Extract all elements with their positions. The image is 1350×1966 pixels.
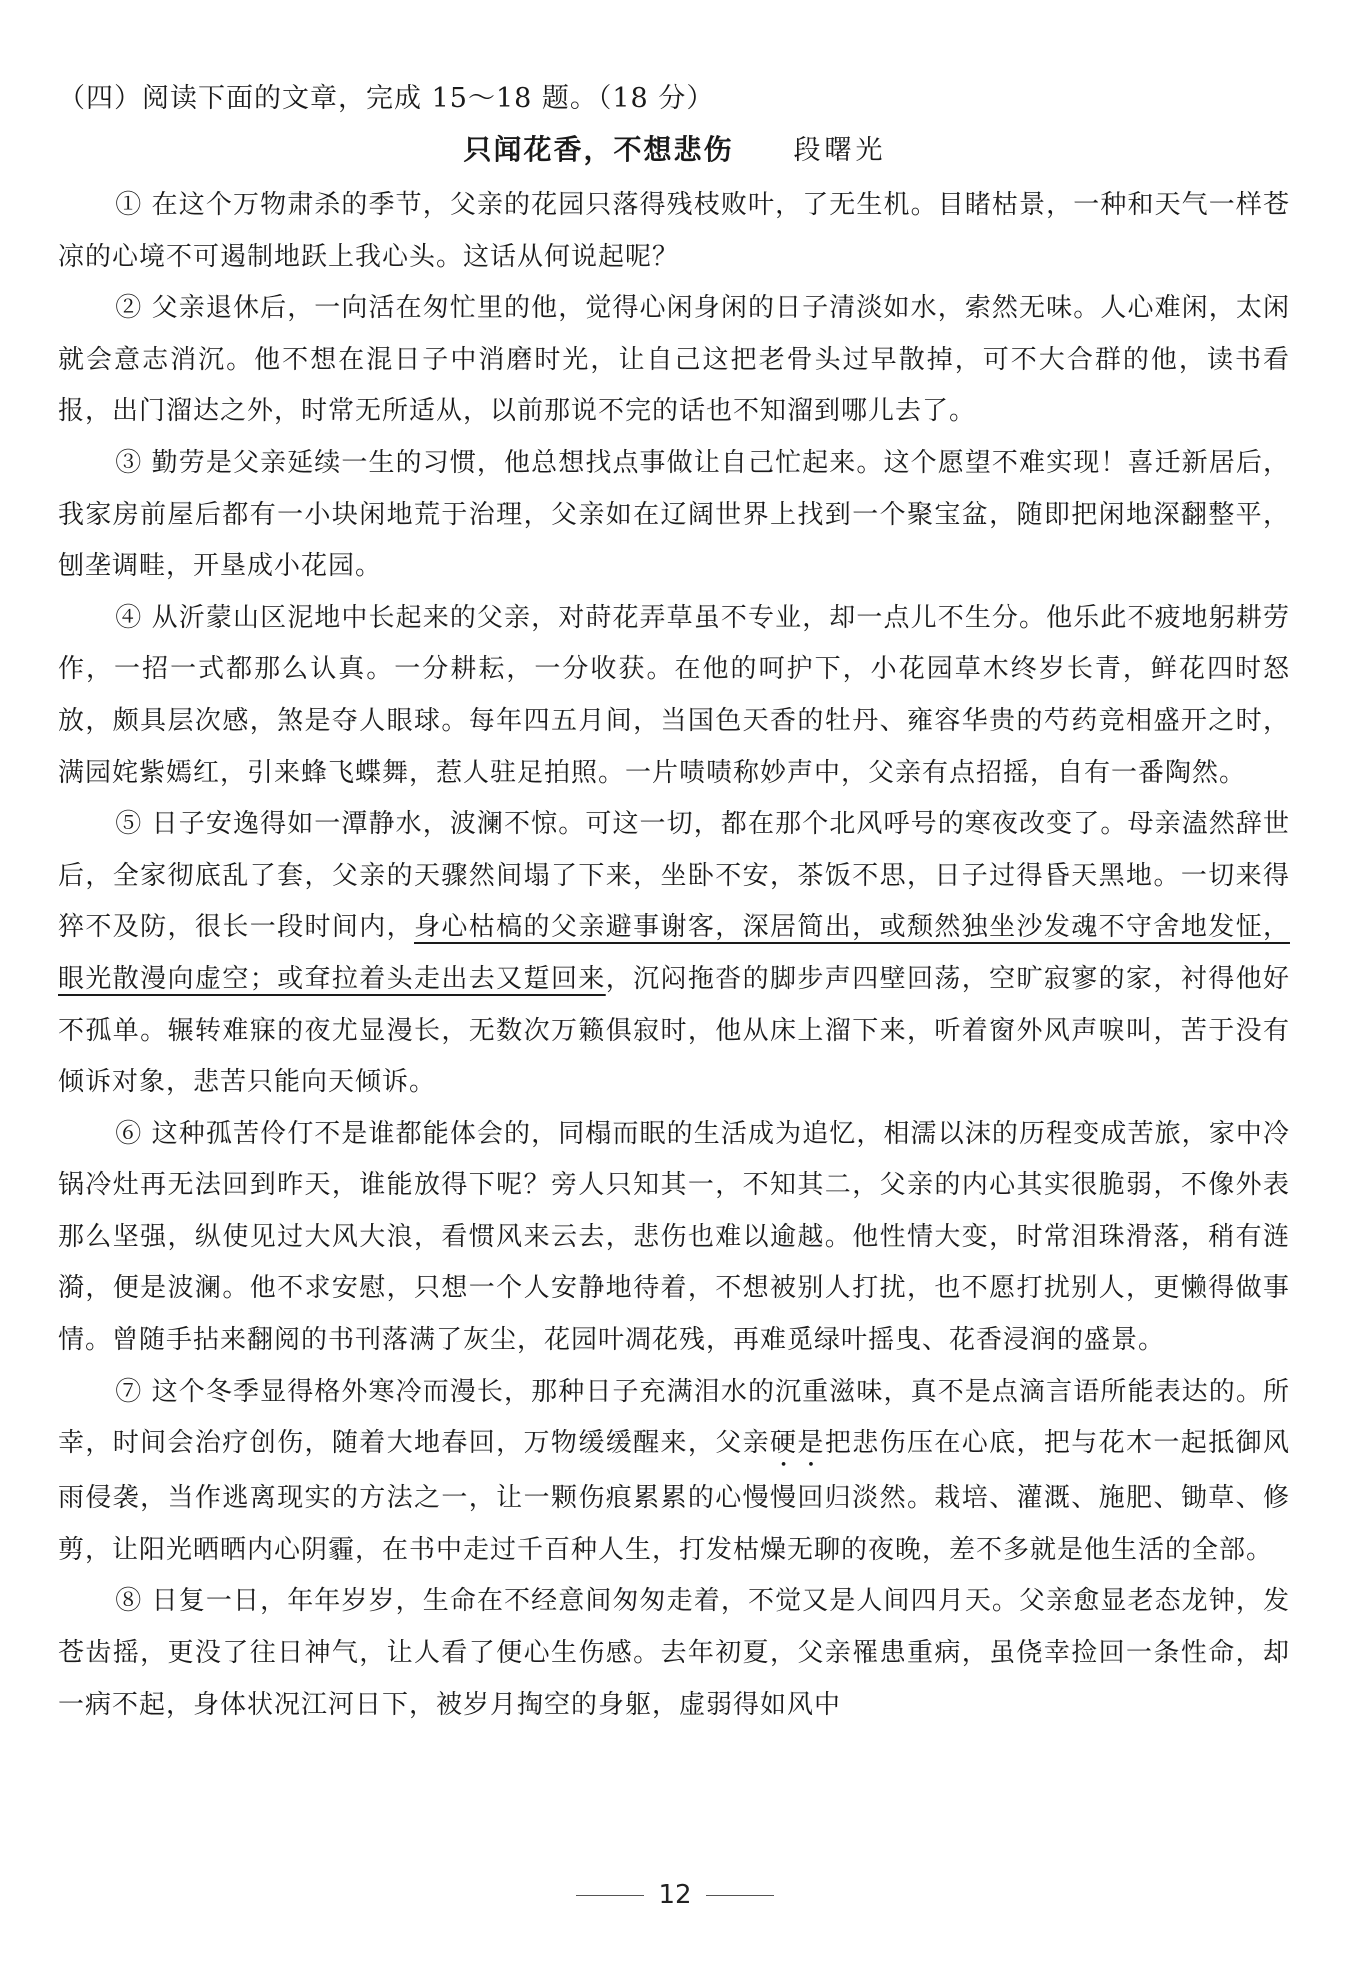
underlined-sentence: 身心枯槁的父亲避事谢客，深居简出，或颓然独坐沙发魂不守舍地发怔，眼光散漫向虚空；或耷拉着头走出去又踅回来 (58, 912, 1290, 994)
page-number: 12 (658, 1880, 692, 1910)
article-body (58, 180, 1290, 1731)
paragraph-4: ④ 从沂蒙山区泥地中长起来的父亲，对莳花弄草虽不专业，却一点儿不生分。他乐此不疲地躬耕劳作，一招一式都那么认真。一分耕耘，一分收获。在他的呵护下，小花园草木终岁长青，鲜花四时怒放，颇具层次感，煞是夺人眼球。每年四五月间，当国色天香的牡丹、雍容华贵的芍药竞相盛开之时，满园姹紫嫣红，引来蜂飞蝶舞，惹人驻足拍照。一片啧啧称妙声中，父亲有点招摇，自有一番陶然。 (58, 602, 1290, 788)
paragraph-1: ① 在这个万物肃杀的季节，父亲的花园只落得残枝败叶，了无生机。目睹枯景，一种和天气一样苍凉的心境不可遏制地跃上我心头。这话从何说起呢？ (58, 190, 1290, 272)
footer-rule-left (576, 1895, 644, 1896)
page-footer (0, 1880, 1350, 1910)
paragraph-7-text-after: 把悲伤压在心底，把与花木一起抵御风雨侵袭，当作逃离现实的方法之一，让一颗伤痕累累的心慢慢回归淡然。栽培、灌溉、施肥、锄草、修剪，让阳光晒晒内心阴霾，在书中走过千百种人生，打发枯燥无聊的夜晚，差不多就是他生活的全部。 (58, 1428, 1290, 1565)
emphasized-word: 硬是 (770, 1428, 825, 1459)
paragraph-5-text-before: ⑤ 日子安逸得如一潭静水，波澜不惊。可这一切，都在那个北风呼号的寒夜改变了。母亲溘然辞世后，全家彻底乱了套，父亲的天骤然间塌了下来，坐卧不安，茶饭不思，日子过得昏天黑地。一切来得猝不及防，很长一段时间内， (58, 809, 1290, 943)
footer-rule-right (706, 1895, 774, 1896)
article-title: 只闻花香，不想悲伤 (463, 133, 734, 166)
article-author: 段曙光 (793, 135, 887, 166)
paragraph-7-text-before: ⑦ 这个冬季显得格外寒冷而漫长，那种日子充满泪水的沉重滋味，真不是点滴言语所能表达的。所幸，时间会治疗创伤，随着大地春回，万物缓缓醒来，父亲 (58, 1376, 1290, 1459)
paragraph-6: ⑥ 这种孤苦伶仃不是谁都能体会的，同榻而眠的生活成为追忆，相濡以沫的历程变成苦旅，家中冷锅冷灶再无法回到昨天，谁能放得下呢？旁人只知其一，不知其二，父亲的内心其实很脆弱，不像外表那么坚强，纵使见过大风大浪，看惯风来云去，悲伤也难以逾越。他性情大变，时常泪珠滑落，稍有涟漪，便是波澜。他不求安慰，只想一个人安静地待着，不想被别人打扰，也不愿打扰别人，更懒得做事情。曾随手拈来翻阅的书刊落满了灰尘，花园叶凋花残，再难觅绿叶摇曳、花香浸润的盛景。 (58, 1118, 1290, 1356)
section-heading: （四）阅读下面的文章，完成 15～18 题。（18 分） (58, 83, 715, 114)
paragraph-5-text-after: ，沉闷拖沓的脚步声四壁回荡，空旷寂寥的家，衬得他好不孤单。辗转难寐的夜尤显漫长，无数次万籁俱寂时，他从床上溜下来，听着窗外风声唳叫，苦于没有倾诉对象，悲苦只能向天倾诉。 (58, 963, 1290, 1098)
paragraph-8: ⑧ 日复一日，年年岁岁，生命在不经意间匆匆走着，不觉又是人间四月天。父亲愈显老态龙钟，发苍齿摇，更没了往日神气，让人看了便心生伤感。去年初夏，父亲罹患重病，虽侥幸捡回一条性命，却一病不起，身体状况江河日下，被岁月掏空的身躯，虚弱得如风中 (58, 1586, 1290, 1720)
paragraph-2: ② 父亲退休后，一向活在匆忙里的他，觉得心闲身闲的日子清淡如水，索然无味。人心难闲，太闲就会意志消沉。他不想在混日子中消磨时光，让自己这把老骨头过早散掉，可不大合群的他，读书看报，出门溜达之外，时常无所适从，以前那说不完的话也不知溜到哪儿去了。 (58, 293, 1290, 427)
article-title-row (0, 128, 1350, 168)
paragraph-5 (58, 799, 1290, 1109)
paragraph-3: ③ 勤劳是父亲延续一生的习惯，他总想找点事做让自己忙起来。这个愿望不难实现！喜迁新居后，我家房前屋后都有一小块闲地荒于治理，父亲如在辽阔世界上找到一个聚宝盆，随即把闲地深翻整平，刨垄调畦，开垦成小花园。 (58, 447, 1290, 582)
paragraph-7 (58, 1367, 1290, 1577)
